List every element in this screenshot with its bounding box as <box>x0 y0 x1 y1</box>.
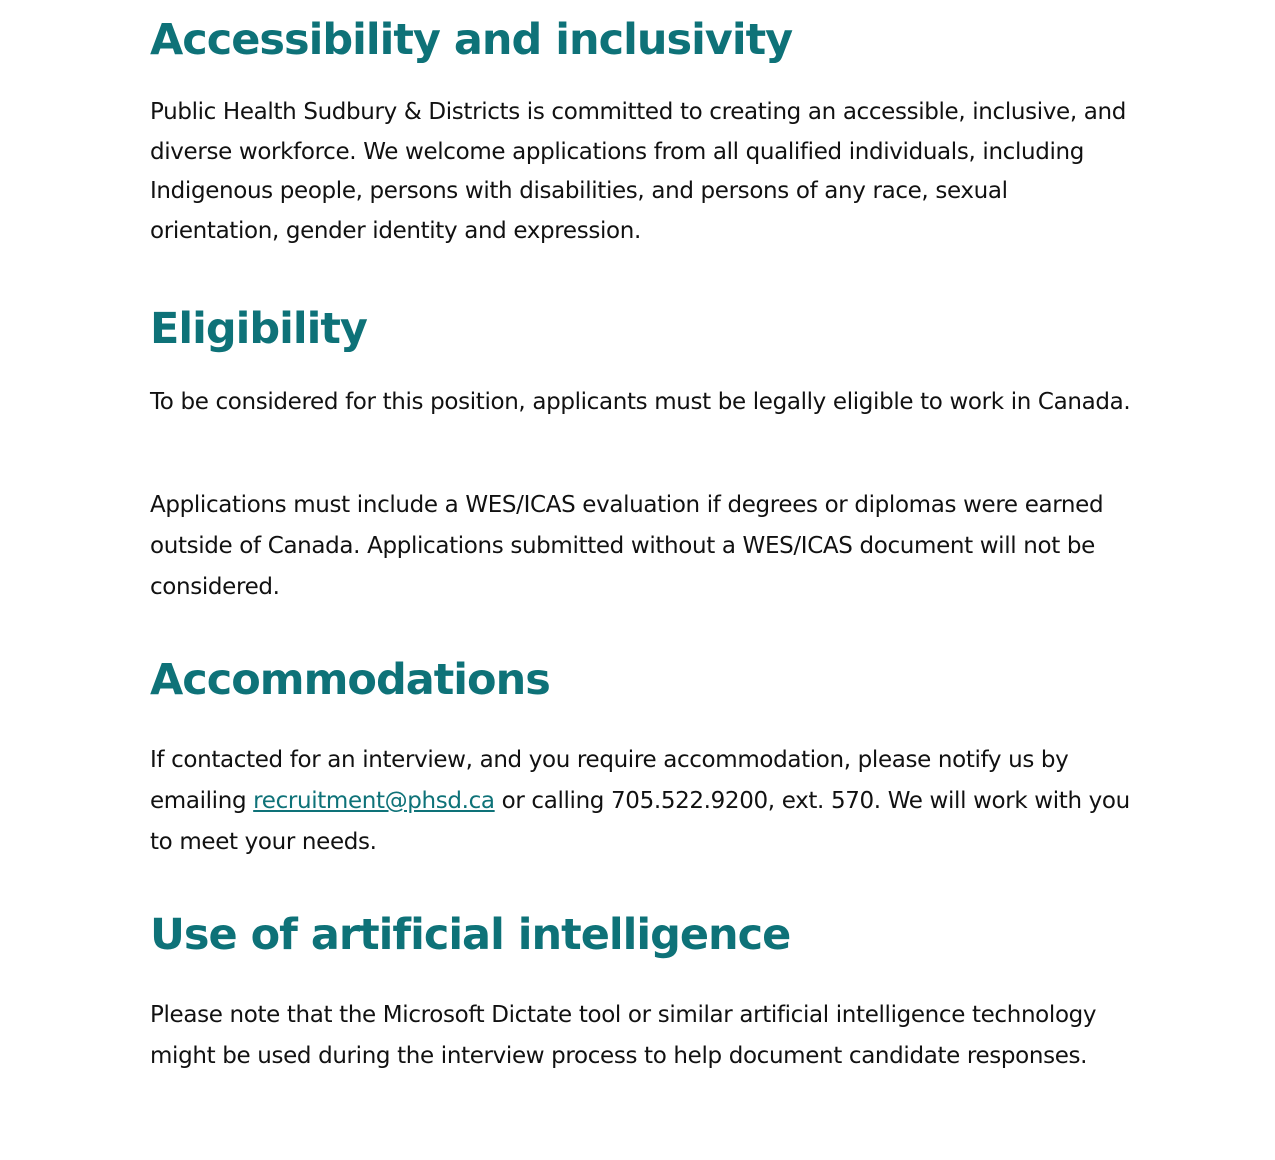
eligibility-paragraph-work: To be considered for this position, applicants must be legally eligible to work in Canada. <box>150 389 1131 415</box>
accommodations-heading: Accommodations <box>150 655 550 705</box>
recruitment-email-link[interactable]: recruitment@phsd.ca <box>253 788 495 814</box>
accommodations-paragraph <box>150 740 1140 863</box>
eligibility-heading: Eligibility <box>150 304 367 354</box>
accessibility-heading: Accessibility and inclusivity <box>150 15 793 65</box>
ai-paragraph: Please note that the Microsoft Dictate tool or similar artificial intelligence technology might be used during the interview process to help document candidate responses. <box>150 1002 1097 1069</box>
eligibility-paragraph-wes-icas: Applications must include a WES/ICAS evaluation if degrees or diplomas were earned outside of Canada. Applications submitted without a WES/ICAS document will not be considered. <box>150 492 1104 600</box>
ai-heading: Use of artificial intelligence <box>150 910 791 960</box>
accessibility-paragraph: Public Health Sudbury & Districts is committed to creating an accessible, inclusive, and diverse workforce. We welcome applications from all qualified individuals, including Indigenous people, persons with disabilities, and persons of any race, sexual orientation, gender identity and expression. <box>150 99 1126 244</box>
accommodations-text-before-link: If contacted for an interview, and you require accommodation, please notify us by emailing <box>150 747 1069 814</box>
accommodations-text-after-link: or calling 705.522.9200, ext. 570. We will work with you to meet your needs. <box>150 788 1130 855</box>
